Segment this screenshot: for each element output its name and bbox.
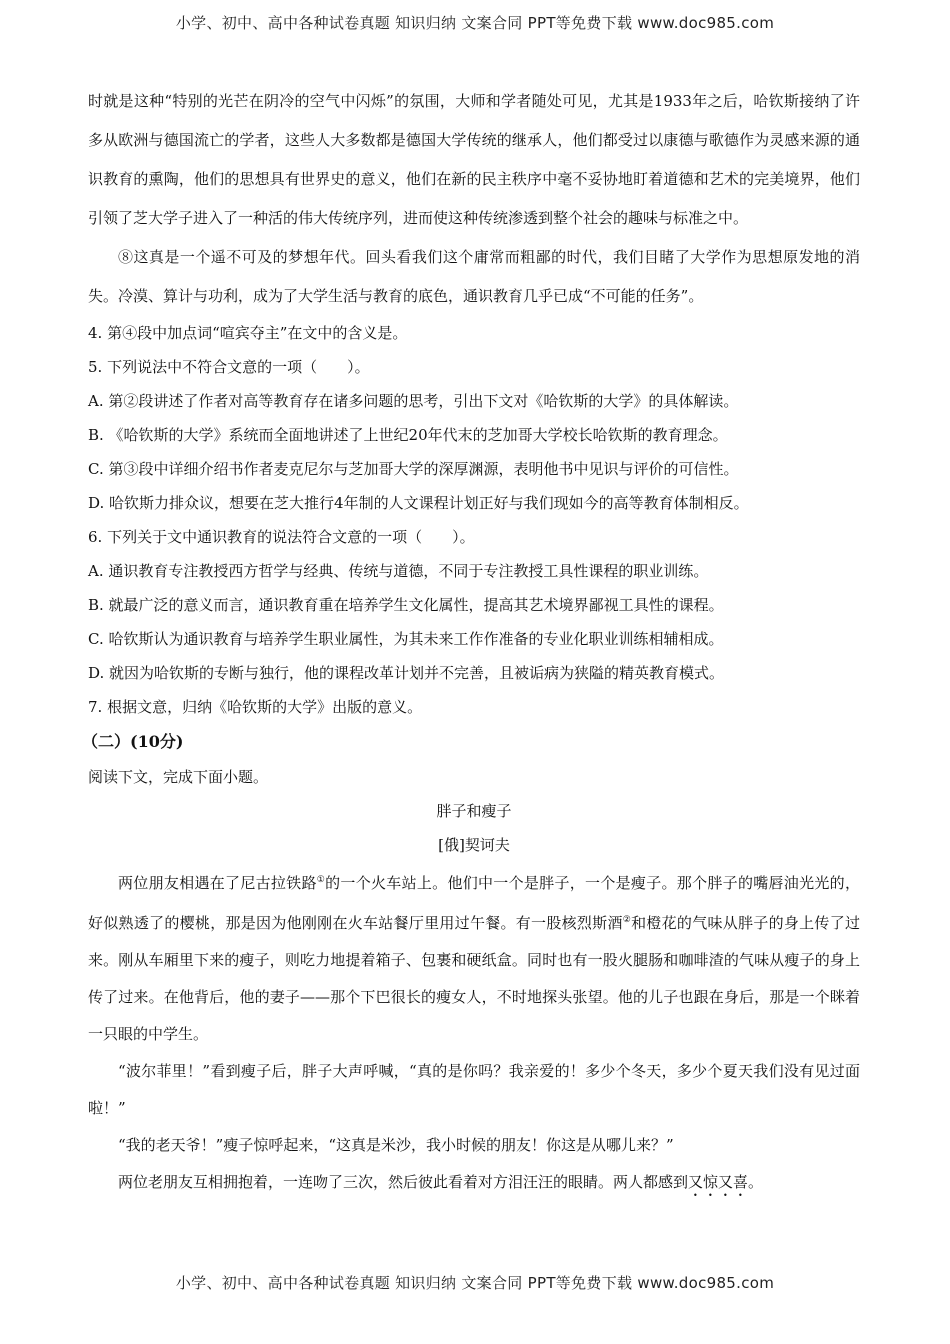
question-5-option-c: C. 第③段中详细介绍书作者麦克尼尔与芝加哥大学的深厚渊源，表明他书中见识与评价的可信性。 [88, 460, 739, 478]
question-5-option-b: B. 《哈钦斯的大学》系统而全面地讲述了上世纪20年代末的芝加哥大学校长哈钦斯的教育理念。 [88, 426, 728, 444]
document-body [82, 82, 860, 1201]
passage-paragraph-7-continued: 时就是这种“特别的光芒在阴冷的空气中闪烁”的氛围，大师和学者随处可见，尤其是1933年之后，哈钦斯接纳了许多从欧洲与德国流亡的学者，这些人大多数都是德国大学传统的继承人，他们都受过以康德与歌德作为灵感来源的通识教育的熏陶，他们的思想具有世界史的意义，他们在新的民主秩序中毫不妥协地盯着道德和艺术的完美境界，他们引领了芝大学子进入了一种活的伟大传统序列，进而使这种传统渗透到整个社会的趣味与标准之中。 [88, 92, 860, 227]
story-paragraph-1 [88, 862, 860, 1053]
question-6-option-a: A. 通识教育专注教授西方哲学与经典、传统与道德，不同于专注教授工具性课程的职业训练。 [88, 562, 709, 580]
reading-instruction: 阅读下文，完成下面小题。 [88, 768, 269, 786]
story-author: [俄]契诃夫 [438, 836, 510, 854]
question-6-option-c: C. 哈钦斯认为通识教育与培养学生职业属性，为其未来工作作准备的专业化职业训练相辅相成。 [88, 630, 724, 648]
story-paragraph-4 [88, 1164, 860, 1201]
question-4: 4. 第④段中加点词“喧宾夺主”在文中的含义是。 [88, 324, 408, 342]
story-p1-part-a: 两位朋友相遇在了尼古拉铁路 [118, 874, 317, 892]
emphasized-phrase: 又惊又喜 [688, 1173, 749, 1191]
question-5: 5. 下列说法中不符合文意的一项（ ）。 [88, 358, 370, 376]
footnote-marker-2: ② [622, 915, 632, 925]
story-p1-part-c: 和橙花的气味从胖子的身上传了过来。刚从车厢里下来的瘦子，则吃力地提着箱子、包裹和硬纸盒。同时也有一股火腿肠和咖啡渣的气味从瘦子的身上传了过来。在他背后，他的妻子——那个下巴很长的瘦女人，不时地探头张望。他的儿子也跟在身后，那是一个眯着一只眼的中学生。 [88, 914, 860, 1043]
story-p1-part-b: 的一个火车站上。他们中一个是胖子，一个是瘦子。那个胖子的嘴唇油光光的，好似熟透了的樱桃，那是因为他刚刚在火车站餐厅里用过午餐。有一股核烈斯酒 [88, 874, 860, 932]
story-title: 胖子和瘦子 [436, 802, 512, 820]
page-header: 小学、初中、高中各种试卷真题 知识归纳 文案合同 PPT等免费下载 www.doc985.com [175, 14, 775, 32]
question-7: 7. 根据文意，归纳《哈钦斯的大学》出版的意义。 [88, 698, 423, 716]
question-5-option-a: A. 第②段讲述了作者对高等教育存在诸多问题的思考，引出下文对《哈钦斯的大学》的具体解读。 [88, 392, 739, 410]
question-6-option-b: B. 就最广泛的意义而言，通识教育重在培养学生文化属性，提高其艺术境界鄙视工具性的课程。 [88, 596, 724, 614]
story-p4-part-a: 两位老朋友互相拥抱着，一连吻了三次，然后彼此看着对方泪汪汪的眼睛。两人都感到 [118, 1173, 689, 1191]
story-paragraph-2: “波尔菲里！”看到瘦子后，胖子大声呼喊，“真的是你吗？我亲爱的！多少个冬天，多少个夏天我们没有见过面啦！” [88, 1062, 860, 1117]
story-paragraph-3: “我的老天爷！”瘦子惊呼起来，“这真是米沙，我小时候的朋友！你这是从哪儿来？” [118, 1136, 674, 1154]
question-6: 6. 下列关于文中通识教育的说法符合文意的一项（ ）。 [88, 528, 475, 546]
footnote-marker-1: ① [316, 875, 326, 885]
section-heading: （二）(10分) [82, 732, 184, 751]
passage-paragraph-8: ⑧这真是一个遥不可及的梦想年代。回头看我们这个庸常而粗鄙的时代，我们目睹了大学作为思想原发地的消失。冷漠、算计与功利，成为了大学生活与教育的底色，通识教育几乎已成“不可能的任务”。 [88, 248, 860, 305]
story-p4-part-c: 。 [748, 1173, 764, 1191]
page-footer: 小学、初中、高中各种试卷真题 知识归纳 文案合同 PPT等免费下载 www.doc985.com [175, 1274, 775, 1292]
question-6-option-d: D. 就因为哈钦斯的专断与独行，他的课程改革计划并不完善，且被诟病为狭隘的精英教育模式。 [88, 664, 725, 682]
question-5-option-d: D. 哈钦斯力排众议，想要在芝大推行4年制的人文课程计划正好与我们现如今的高等教育体制相反。 [88, 494, 749, 512]
